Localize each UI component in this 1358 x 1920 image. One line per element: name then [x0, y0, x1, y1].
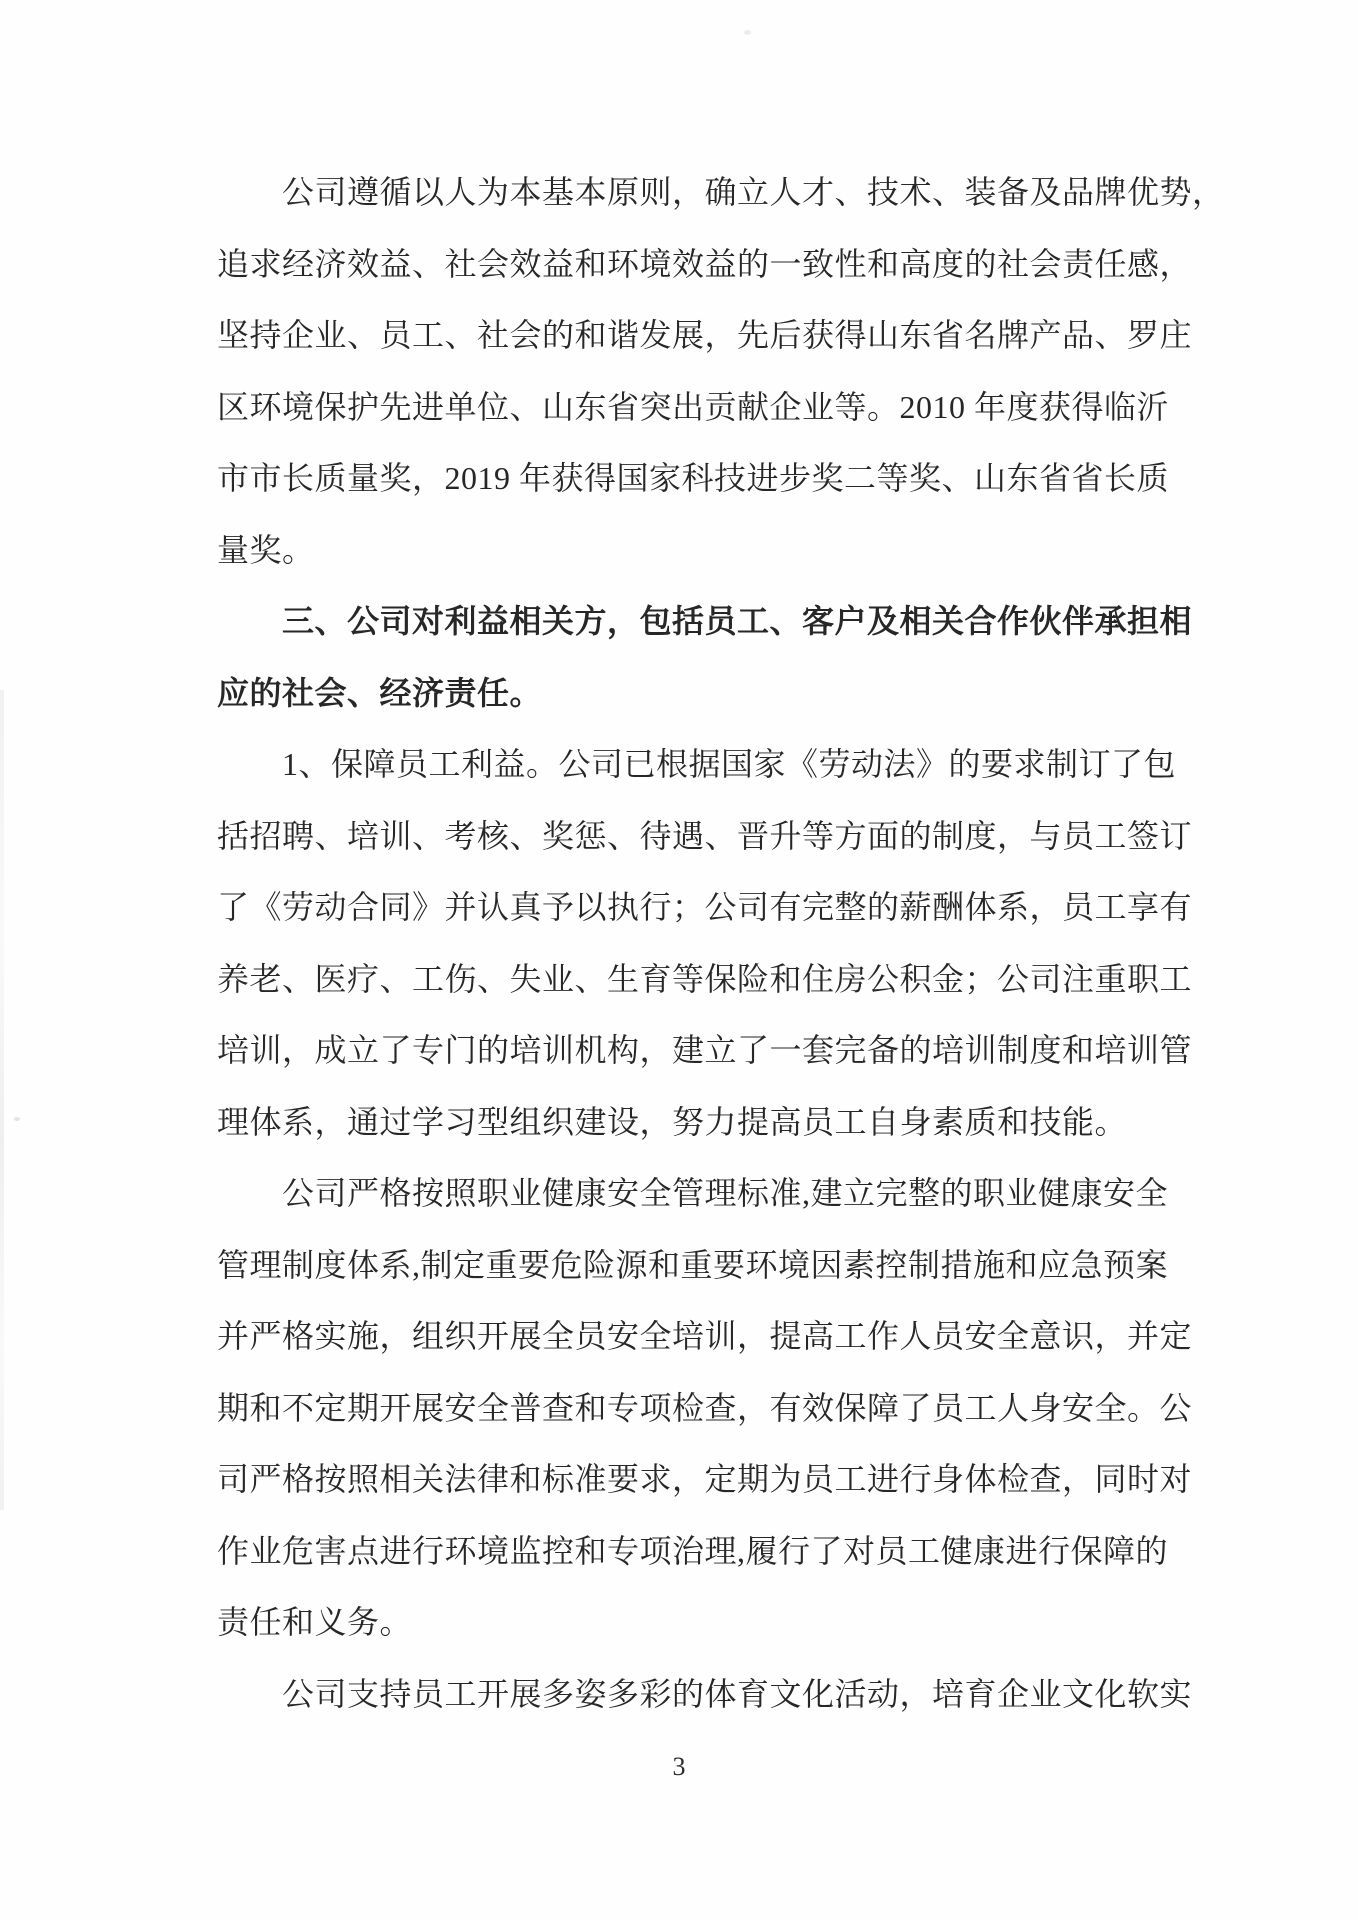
- text-line: 括招聘、培训、考核、奖惩、待遇、晋升等方面的制度，与员工签订: [217, 817, 1193, 854]
- text-line: 责任和义务。: [217, 1604, 413, 1640]
- document-body: [217, 157, 1225, 1730]
- text-line: 量奖。: [217, 531, 315, 568]
- text-line: 养老、医疗、工伤、失业、生育等保险和住房公积金；公司注重职工: [217, 960, 1193, 997]
- page-number: 3: [672, 1752, 686, 1781]
- text-line: 公司支持员工开展多姿多彩的体育文化活动，培育企业文化软实: [282, 1675, 1193, 1712]
- text-line: 坚持企业、员工、社会的和谐发展，先后获得山东省名牌产品、罗庄: [217, 317, 1193, 353]
- text-line: 作业危害点进行环境监控和专项治理,履行了对员工健康进行保障的: [217, 1532, 1169, 1569]
- text-line: 了《劳动合同》并认真予以执行；公司有完整的薪酬体系，员工享有: [217, 889, 1193, 925]
- scan-edge-artifact: [0, 690, 4, 1510]
- text-line: 三、公司对利益相关方，包括员工、客户及相关合作伙伴承担相: [282, 603, 1193, 639]
- text-line: 应的社会、经济责任。: [217, 674, 543, 711]
- text-line: 市市长质量奖，2019 年获得国家科技进步奖二等奖、山东省省长质: [217, 460, 1170, 496]
- scan-speck: [744, 30, 751, 35]
- text-line: 培训，成立了专门的培训机构，建立了一套完备的培训制度和培训管: [217, 1032, 1193, 1068]
- text-line: 追求经济效益、社会效益和环境效益的一致性和高度的社会责任感，: [217, 245, 1193, 282]
- text-line: 理体系，通过学习型组织建设，努力提高员工自身素质和技能。: [217, 1103, 1128, 1140]
- text-line: 期和不定期开展安全普查和专项检查，有效保障了员工人身安全。公: [217, 1389, 1193, 1426]
- text-line: 并严格实施，组织开展全员安全培训，提高工作人员安全意识，并定: [217, 1318, 1193, 1354]
- text-line: 区环境保护先进单位、山东省突出贡献企业等。2010 年度获得临沂: [217, 388, 1170, 425]
- text-line: 公司严格按照职业健康安全管理标准,建立完整的职业健康安全: [282, 1175, 1169, 1211]
- scan-speck: [14, 1117, 20, 1121]
- text-line: 管理制度体系,制定重要危险源和重要环境因素控制措施和应急预案: [217, 1246, 1169, 1283]
- text-line: 1、保障员工利益。公司已根据国家《劳动法》的要求制订了包: [282, 746, 1177, 782]
- text-line: 司严格按照相关法律和标准要求，定期为员工进行身体检查，同时对: [217, 1461, 1193, 1497]
- text-line: 公司遵循以人为本基本原则，确立人才、技术、装备及品牌优势，: [282, 174, 1225, 210]
